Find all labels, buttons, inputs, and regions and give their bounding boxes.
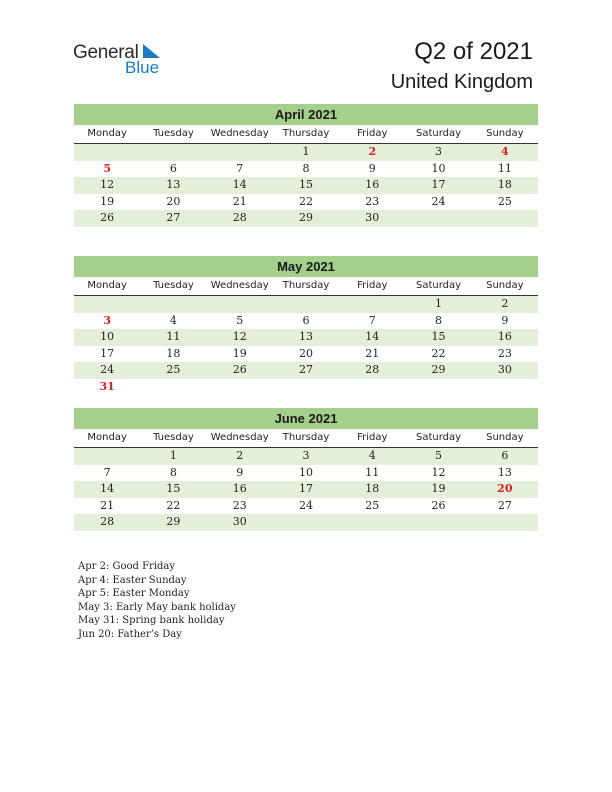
empty-day-cell bbox=[140, 296, 206, 313]
week-row bbox=[74, 481, 538, 498]
empty-day-cell bbox=[207, 144, 273, 161]
day-cell: 21 bbox=[100, 498, 115, 512]
weekday-label: Friday bbox=[357, 432, 388, 443]
day-cell: 7 bbox=[368, 313, 376, 327]
week-row bbox=[74, 144, 538, 161]
day-cell: 16 bbox=[232, 482, 247, 495]
day-cell: 28 bbox=[232, 211, 247, 224]
empty-day-cell bbox=[140, 379, 206, 396]
day-cell: 25 bbox=[166, 363, 181, 376]
weekday-label: Monday bbox=[87, 280, 127, 291]
day-cell: 4 bbox=[169, 313, 177, 327]
week-row bbox=[74, 177, 538, 194]
day-cell: 23 bbox=[232, 498, 247, 512]
day-cell: 10 bbox=[100, 330, 115, 343]
empty-day-cell bbox=[273, 379, 339, 396]
day-cell: 19 bbox=[100, 194, 115, 208]
weekday-label: Sunday bbox=[486, 280, 524, 291]
day-cell: 11 bbox=[166, 330, 181, 343]
month-title: June 2021 bbox=[74, 408, 538, 429]
day-cell: 17 bbox=[298, 482, 313, 495]
weekday-label: Thursday bbox=[282, 128, 330, 139]
day-cell: 14 bbox=[100, 482, 115, 495]
day-cell: 18 bbox=[497, 178, 512, 191]
day-cell: 14 bbox=[232, 178, 247, 191]
day-cell: 17 bbox=[100, 346, 115, 360]
day-cell: 15 bbox=[431, 330, 446, 343]
empty-day-cell bbox=[472, 210, 538, 227]
day-cell: 23 bbox=[365, 194, 380, 208]
day-cell: 5 bbox=[103, 161, 111, 175]
day-cell: 19 bbox=[431, 482, 446, 495]
weekday-label: Saturday bbox=[416, 280, 462, 291]
day-cell: 26 bbox=[431, 498, 446, 512]
day-cell: 24 bbox=[298, 498, 313, 512]
day-cell: 20 bbox=[166, 194, 181, 208]
day-cell: 22 bbox=[166, 498, 181, 512]
week-row bbox=[74, 296, 538, 313]
weekday-label: Wednesday bbox=[210, 280, 269, 291]
day-cell: 21 bbox=[365, 346, 380, 360]
empty-day-cell bbox=[339, 514, 405, 531]
weekday-label: Tuesday bbox=[153, 280, 194, 291]
weekday-label: Wednesday bbox=[210, 128, 269, 139]
day-cell: 28 bbox=[365, 363, 380, 376]
day-cell: 30 bbox=[497, 363, 512, 376]
day-cell: 27 bbox=[166, 211, 181, 224]
holiday-note: May 3: Early May bank holiday bbox=[78, 601, 236, 613]
day-cell: 13 bbox=[298, 330, 313, 343]
day-cell: 4 bbox=[501, 145, 509, 158]
day-cell: 19 bbox=[232, 346, 247, 360]
week-row bbox=[74, 329, 538, 346]
day-cell: 18 bbox=[365, 482, 380, 495]
day-cell: 6 bbox=[501, 449, 509, 462]
day-cell: 14 bbox=[365, 330, 380, 343]
empty-day-cell bbox=[405, 379, 471, 396]
empty-day-cell bbox=[472, 514, 538, 531]
month-may bbox=[74, 256, 538, 395]
day-cell: 11 bbox=[497, 161, 512, 175]
day-cell: 27 bbox=[298, 363, 313, 376]
empty-day-cell bbox=[207, 379, 273, 396]
weekday-label: Saturday bbox=[416, 432, 462, 443]
week-row bbox=[74, 346, 538, 363]
weekday-label: Friday bbox=[357, 280, 388, 291]
weekday-header-row bbox=[74, 277, 538, 296]
day-cell: 28 bbox=[100, 515, 115, 528]
holiday-note: Jun 20: Father’s Day bbox=[78, 628, 182, 640]
day-cell: 10 bbox=[431, 161, 446, 175]
day-cell: 12 bbox=[232, 330, 247, 343]
logo-general-text: General bbox=[73, 42, 139, 63]
weekday-label: Friday bbox=[357, 128, 388, 139]
day-cell: 4 bbox=[368, 449, 376, 462]
logo-blue-text: Blue bbox=[125, 58, 160, 77]
empty-day-cell bbox=[74, 144, 140, 161]
day-cell: 2 bbox=[236, 449, 244, 462]
holiday-note: Apr 4: Easter Sunday bbox=[78, 574, 187, 586]
weekday-label: Wednesday bbox=[210, 432, 269, 443]
day-cell: 25 bbox=[497, 194, 512, 208]
holiday-notes bbox=[78, 560, 236, 641]
day-cell: 15 bbox=[166, 482, 181, 495]
weekday-label: Thursday bbox=[282, 432, 330, 443]
day-cell: 18 bbox=[166, 346, 181, 360]
page-title: Q2 of 2021 bbox=[414, 38, 533, 65]
day-cell: 24 bbox=[100, 363, 115, 376]
day-cell: 3 bbox=[435, 145, 443, 158]
day-cell: 13 bbox=[166, 178, 181, 191]
empty-day-cell bbox=[273, 514, 339, 531]
day-cell: 8 bbox=[169, 465, 177, 479]
empty-day-cell bbox=[339, 296, 405, 313]
week-row bbox=[74, 514, 538, 531]
day-cell: 8 bbox=[435, 313, 443, 327]
day-cell: 9 bbox=[236, 465, 244, 479]
empty-day-cell bbox=[273, 296, 339, 313]
empty-day-cell bbox=[74, 296, 140, 313]
day-cell: 24 bbox=[431, 194, 446, 208]
week-row bbox=[74, 362, 538, 379]
day-cell: 15 bbox=[298, 178, 313, 191]
week-row bbox=[74, 161, 538, 178]
logo bbox=[73, 42, 193, 82]
day-cell: 10 bbox=[298, 465, 313, 479]
empty-day-cell bbox=[74, 448, 140, 465]
day-cell: 22 bbox=[298, 194, 313, 208]
week-row bbox=[74, 448, 538, 465]
week-row bbox=[74, 498, 538, 515]
day-cell: 30 bbox=[365, 211, 380, 224]
day-cell: 21 bbox=[232, 194, 247, 208]
weekday-label: Tuesday bbox=[153, 128, 194, 139]
day-cell: 20 bbox=[497, 482, 513, 495]
empty-day-cell bbox=[140, 144, 206, 161]
month-title: May 2021 bbox=[74, 256, 538, 277]
day-cell: 6 bbox=[169, 161, 177, 175]
weekday-label: Monday bbox=[87, 128, 127, 139]
empty-day-cell bbox=[405, 210, 471, 227]
day-cell: 6 bbox=[302, 313, 310, 327]
month-june bbox=[74, 408, 538, 531]
empty-day-cell bbox=[405, 514, 471, 531]
day-cell: 26 bbox=[100, 211, 115, 224]
day-cell: 12 bbox=[100, 178, 115, 191]
week-row bbox=[74, 379, 538, 396]
day-cell: 13 bbox=[497, 465, 512, 479]
empty-day-cell bbox=[207, 296, 273, 313]
week-row bbox=[74, 465, 538, 482]
holiday-note: May 31: Spring bank holiday bbox=[78, 615, 225, 626]
day-cell: 29 bbox=[298, 211, 313, 224]
day-cell: 16 bbox=[497, 330, 512, 343]
week-row bbox=[74, 313, 538, 330]
day-cell: 5 bbox=[236, 313, 244, 327]
day-cell: 29 bbox=[166, 515, 181, 528]
holiday-note: Apr 2: Good Friday bbox=[78, 561, 176, 572]
day-cell: 16 bbox=[365, 178, 380, 191]
weekday-label: Sunday bbox=[486, 128, 524, 139]
month-title: April 2021 bbox=[74, 104, 538, 125]
day-cell: 1 bbox=[302, 145, 310, 158]
day-cell: 12 bbox=[431, 465, 446, 479]
month-april bbox=[74, 104, 538, 227]
day-cell: 22 bbox=[431, 346, 446, 360]
weekday-label: Tuesday bbox=[153, 432, 194, 443]
week-row bbox=[74, 210, 538, 227]
week-row bbox=[74, 194, 538, 211]
day-cell: 1 bbox=[169, 449, 177, 462]
weekday-label: Sunday bbox=[486, 432, 524, 443]
day-cell: 7 bbox=[236, 161, 244, 175]
day-cell: 30 bbox=[232, 515, 247, 528]
day-cell: 7 bbox=[103, 465, 111, 479]
day-cell: 23 bbox=[497, 346, 512, 360]
weekday-label: Thursday bbox=[282, 280, 330, 291]
page-subtitle: United Kingdom bbox=[390, 71, 533, 93]
day-cell: 2 bbox=[501, 297, 509, 310]
logo-triangle-icon bbox=[141, 43, 161, 59]
day-cell: 3 bbox=[302, 449, 310, 462]
day-cell: 9 bbox=[501, 313, 509, 327]
weekday-label: Saturday bbox=[416, 128, 462, 139]
day-cell: 8 bbox=[302, 161, 310, 175]
day-cell: 9 bbox=[368, 161, 376, 175]
day-cell: 1 bbox=[435, 297, 443, 310]
day-cell: 26 bbox=[232, 363, 247, 376]
day-cell: 25 bbox=[365, 498, 380, 512]
weekday-label: Monday bbox=[87, 432, 127, 443]
day-cell: 2 bbox=[368, 145, 377, 158]
day-cell: 27 bbox=[497, 498, 512, 512]
day-cell: 17 bbox=[431, 178, 446, 191]
day-cell: 11 bbox=[365, 465, 380, 479]
empty-day-cell bbox=[472, 379, 538, 396]
day-cell: 29 bbox=[431, 363, 446, 376]
holiday-note: Apr 5: Easter Monday bbox=[78, 588, 190, 599]
day-cell: 3 bbox=[103, 313, 111, 327]
empty-day-cell bbox=[339, 379, 405, 396]
weekday-header-row bbox=[74, 125, 538, 144]
day-cell: 5 bbox=[435, 449, 443, 462]
weekday-header-row bbox=[74, 429, 538, 448]
day-cell: 20 bbox=[298, 346, 313, 360]
day-cell: 31 bbox=[99, 379, 115, 393]
